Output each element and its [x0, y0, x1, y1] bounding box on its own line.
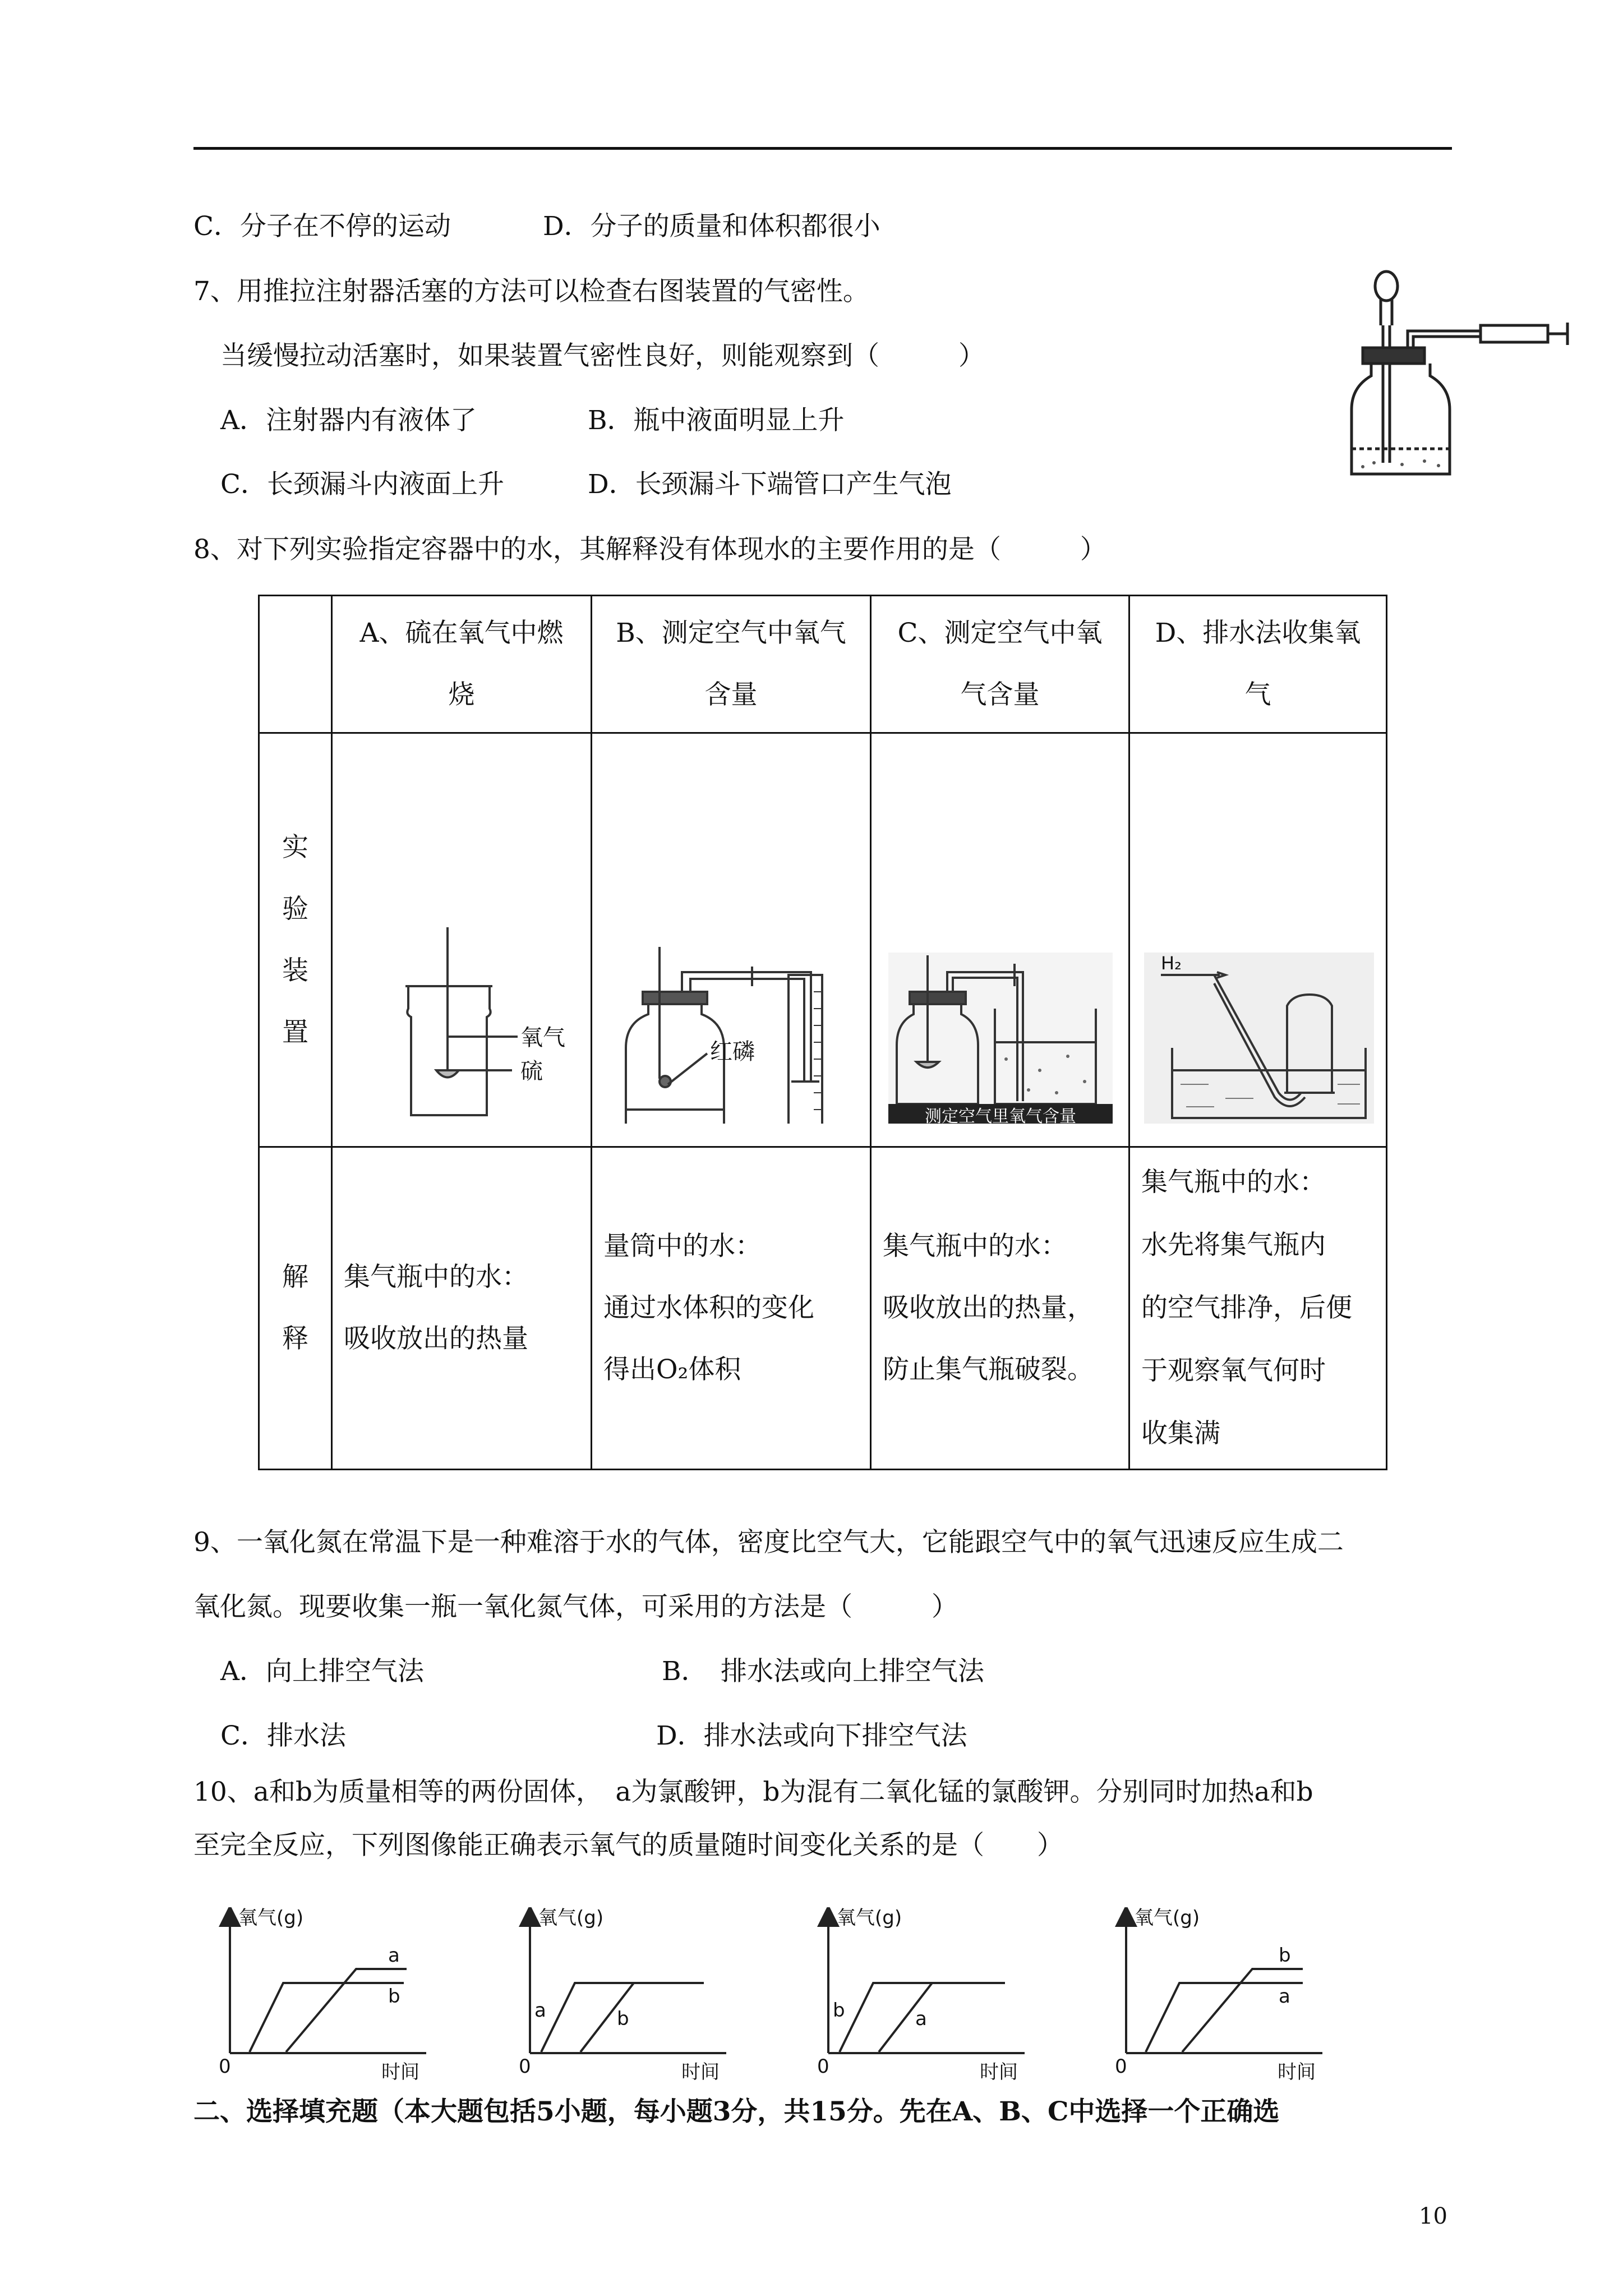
graph-1-ylabel: 氧气(g) — [238, 1907, 304, 1929]
graph-1-label-b: b — [388, 1985, 400, 2008]
graph-1-origin: 0 — [219, 2055, 231, 2078]
q9-option-b: B． 排水法或向上排空气法 — [662, 1656, 985, 1687]
q8-explanation-a: 集气瓶中的水： 吸收放出的热量 — [332, 1147, 592, 1470]
q8-apparatus-d — [1129, 733, 1387, 1147]
page-number: 10 — [1419, 2203, 1447, 2229]
graph-2-ylabel: 氧气(g) — [538, 1907, 604, 1929]
q8-header-d: D、排水法收集氧 气 — [1129, 596, 1387, 733]
red-phosphorus-figure — [592, 734, 870, 1124]
graph-3-ylabel: 氧气(g) — [837, 1907, 902, 1929]
q8-header-c: C、测定空气中氧 气含量 — [871, 596, 1129, 733]
q8-apparatus-a — [332, 733, 592, 1147]
q8-explanation-b: 量筒中的水： 通过水体积的变化 得出O₂体积 — [592, 1147, 871, 1470]
q8-explanation-row — [259, 1147, 1387, 1470]
graph-2-origin: 0 — [519, 2055, 531, 2078]
q8-header-b: B、测定空气中氧气 含量 — [592, 596, 871, 733]
graph-2 — [519, 1907, 726, 2083]
q8-corner-cell — [259, 596, 332, 733]
section-2-heading: 二、选择填充题（本大题包括5小题，每小题3分，共15分。先在A、B、C中选择一个正确选 — [193, 2096, 1280, 2127]
q7-line2: 当缓慢拉动活塞时，如果装置气密性良好，则能观察到（ ） — [220, 341, 985, 371]
header-rule — [193, 147, 1452, 150]
graph-3-label-a: a — [915, 2008, 927, 2030]
q7-option-b: B．瓶中液面明显上升 — [588, 405, 845, 436]
graph-4-origin: 0 — [1115, 2055, 1127, 2078]
graph-4-ylabel: 氧气(g) — [1135, 1907, 1200, 1929]
graph-2-label-b: b — [617, 2008, 629, 2030]
graph-3-xlabel: 时间 — [980, 2061, 1018, 2083]
q8-apparatus-b — [592, 733, 871, 1147]
graph-2-label-a: a — [534, 1999, 546, 2022]
q6-option-c: C．分子在不停的运动 — [193, 211, 451, 242]
q8-stem: 8、对下列实验指定容器中的水，其解释没有体现水的主要作用的是（ ） — [193, 534, 1106, 565]
graph-4-label-a: a — [1279, 1985, 1290, 2008]
graph-1 — [219, 1907, 426, 2083]
q8-apparatus-row — [259, 733, 1387, 1147]
q7-option-d: D．长颈漏斗下端管口产生气泡 — [588, 469, 952, 500]
q6-option-d: D．分子的质量和体积都很小 — [543, 211, 880, 242]
sulfur-combustion-figure — [333, 734, 591, 1124]
q10-line2: 至完全反应，下列图像能正确表示氧气的质量随时间变化关系的是（ ） — [193, 1830, 1063, 1861]
graph-3-label-b: b — [833, 1999, 845, 2022]
q7-option-a: A．注射器内有液体了 — [220, 405, 477, 436]
q9-line1: 9、一氧化氮在常温下是一种难溶于水的气体，密度比空气大，它能跟空气中的氧气迅速反应生成二 — [193, 1527, 1344, 1558]
q10-line1: 10、a和b为质量相等的两份固体， a为氯酸钾，b为混有二氧化锰的氯酸钾。分别同时加热a和b — [193, 1777, 1313, 1807]
q8-explanation-c: 集气瓶中的水： 吸收放出的热量， 防止集气瓶破裂。 — [871, 1147, 1129, 1470]
water-displacement-figure — [1130, 734, 1386, 1124]
q9-line2: 氧化氮。现要收集一瓶一氧化氮气体，可采用的方法是（ ） — [193, 1591, 958, 1622]
q9-option-c: C．排水法 — [220, 1720, 346, 1751]
oxygen-content-figure — [872, 734, 1128, 1124]
q8-explanation-d: 集气瓶中的水： 水先将集气瓶内 的空气排净，后便 于观察氧气何时 收集满 — [1129, 1147, 1387, 1470]
label-h2: H₂ — [1161, 953, 1182, 974]
q8-explanation-label: 解 释 — [259, 1147, 332, 1470]
q7-stem: 7、用推拉注射器活塞的方法可以检查右图装置的气密性。 — [193, 276, 869, 307]
q8-apparatus-c — [871, 733, 1129, 1147]
graph-2-xlabel: 时间 — [681, 2061, 720, 2083]
q10-graphs — [213, 1907, 1469, 2087]
q8-header-a: A、硫在氧气中燃 烧 — [332, 596, 592, 733]
q8-header-row — [259, 596, 1387, 733]
q7-option-c: C．长颈漏斗内液面上升 — [220, 469, 504, 500]
graph-4-label-b: b — [1279, 1944, 1291, 1967]
label-sulfur: 硫 — [520, 1059, 543, 1084]
graph-3-origin: 0 — [817, 2055, 829, 2078]
q8-apparatus-label: 实 验 装 置 — [259, 733, 332, 1147]
graph-1-label-a: a — [388, 1944, 400, 1967]
label-oxygen: 氧气 — [520, 1025, 565, 1051]
q9-option-a: A．向上排空气法 — [220, 1656, 424, 1687]
graph-1-xlabel: 时间 — [381, 2061, 419, 2083]
caption-oxygen-content: 测定空气里氧气含量 — [925, 1107, 1076, 1124]
label-red-phosphorus: 红磷 — [710, 1039, 755, 1065]
q8-table — [258, 595, 1387, 1470]
q7-apparatus-figure — [1340, 264, 1576, 488]
q9-option-d: D．排水法或向下排空气法 — [656, 1720, 967, 1751]
graph-4 — [1115, 1907, 1322, 2083]
graph-3 — [817, 1907, 1025, 2083]
graph-4-xlabel: 时间 — [1278, 2061, 1316, 2083]
